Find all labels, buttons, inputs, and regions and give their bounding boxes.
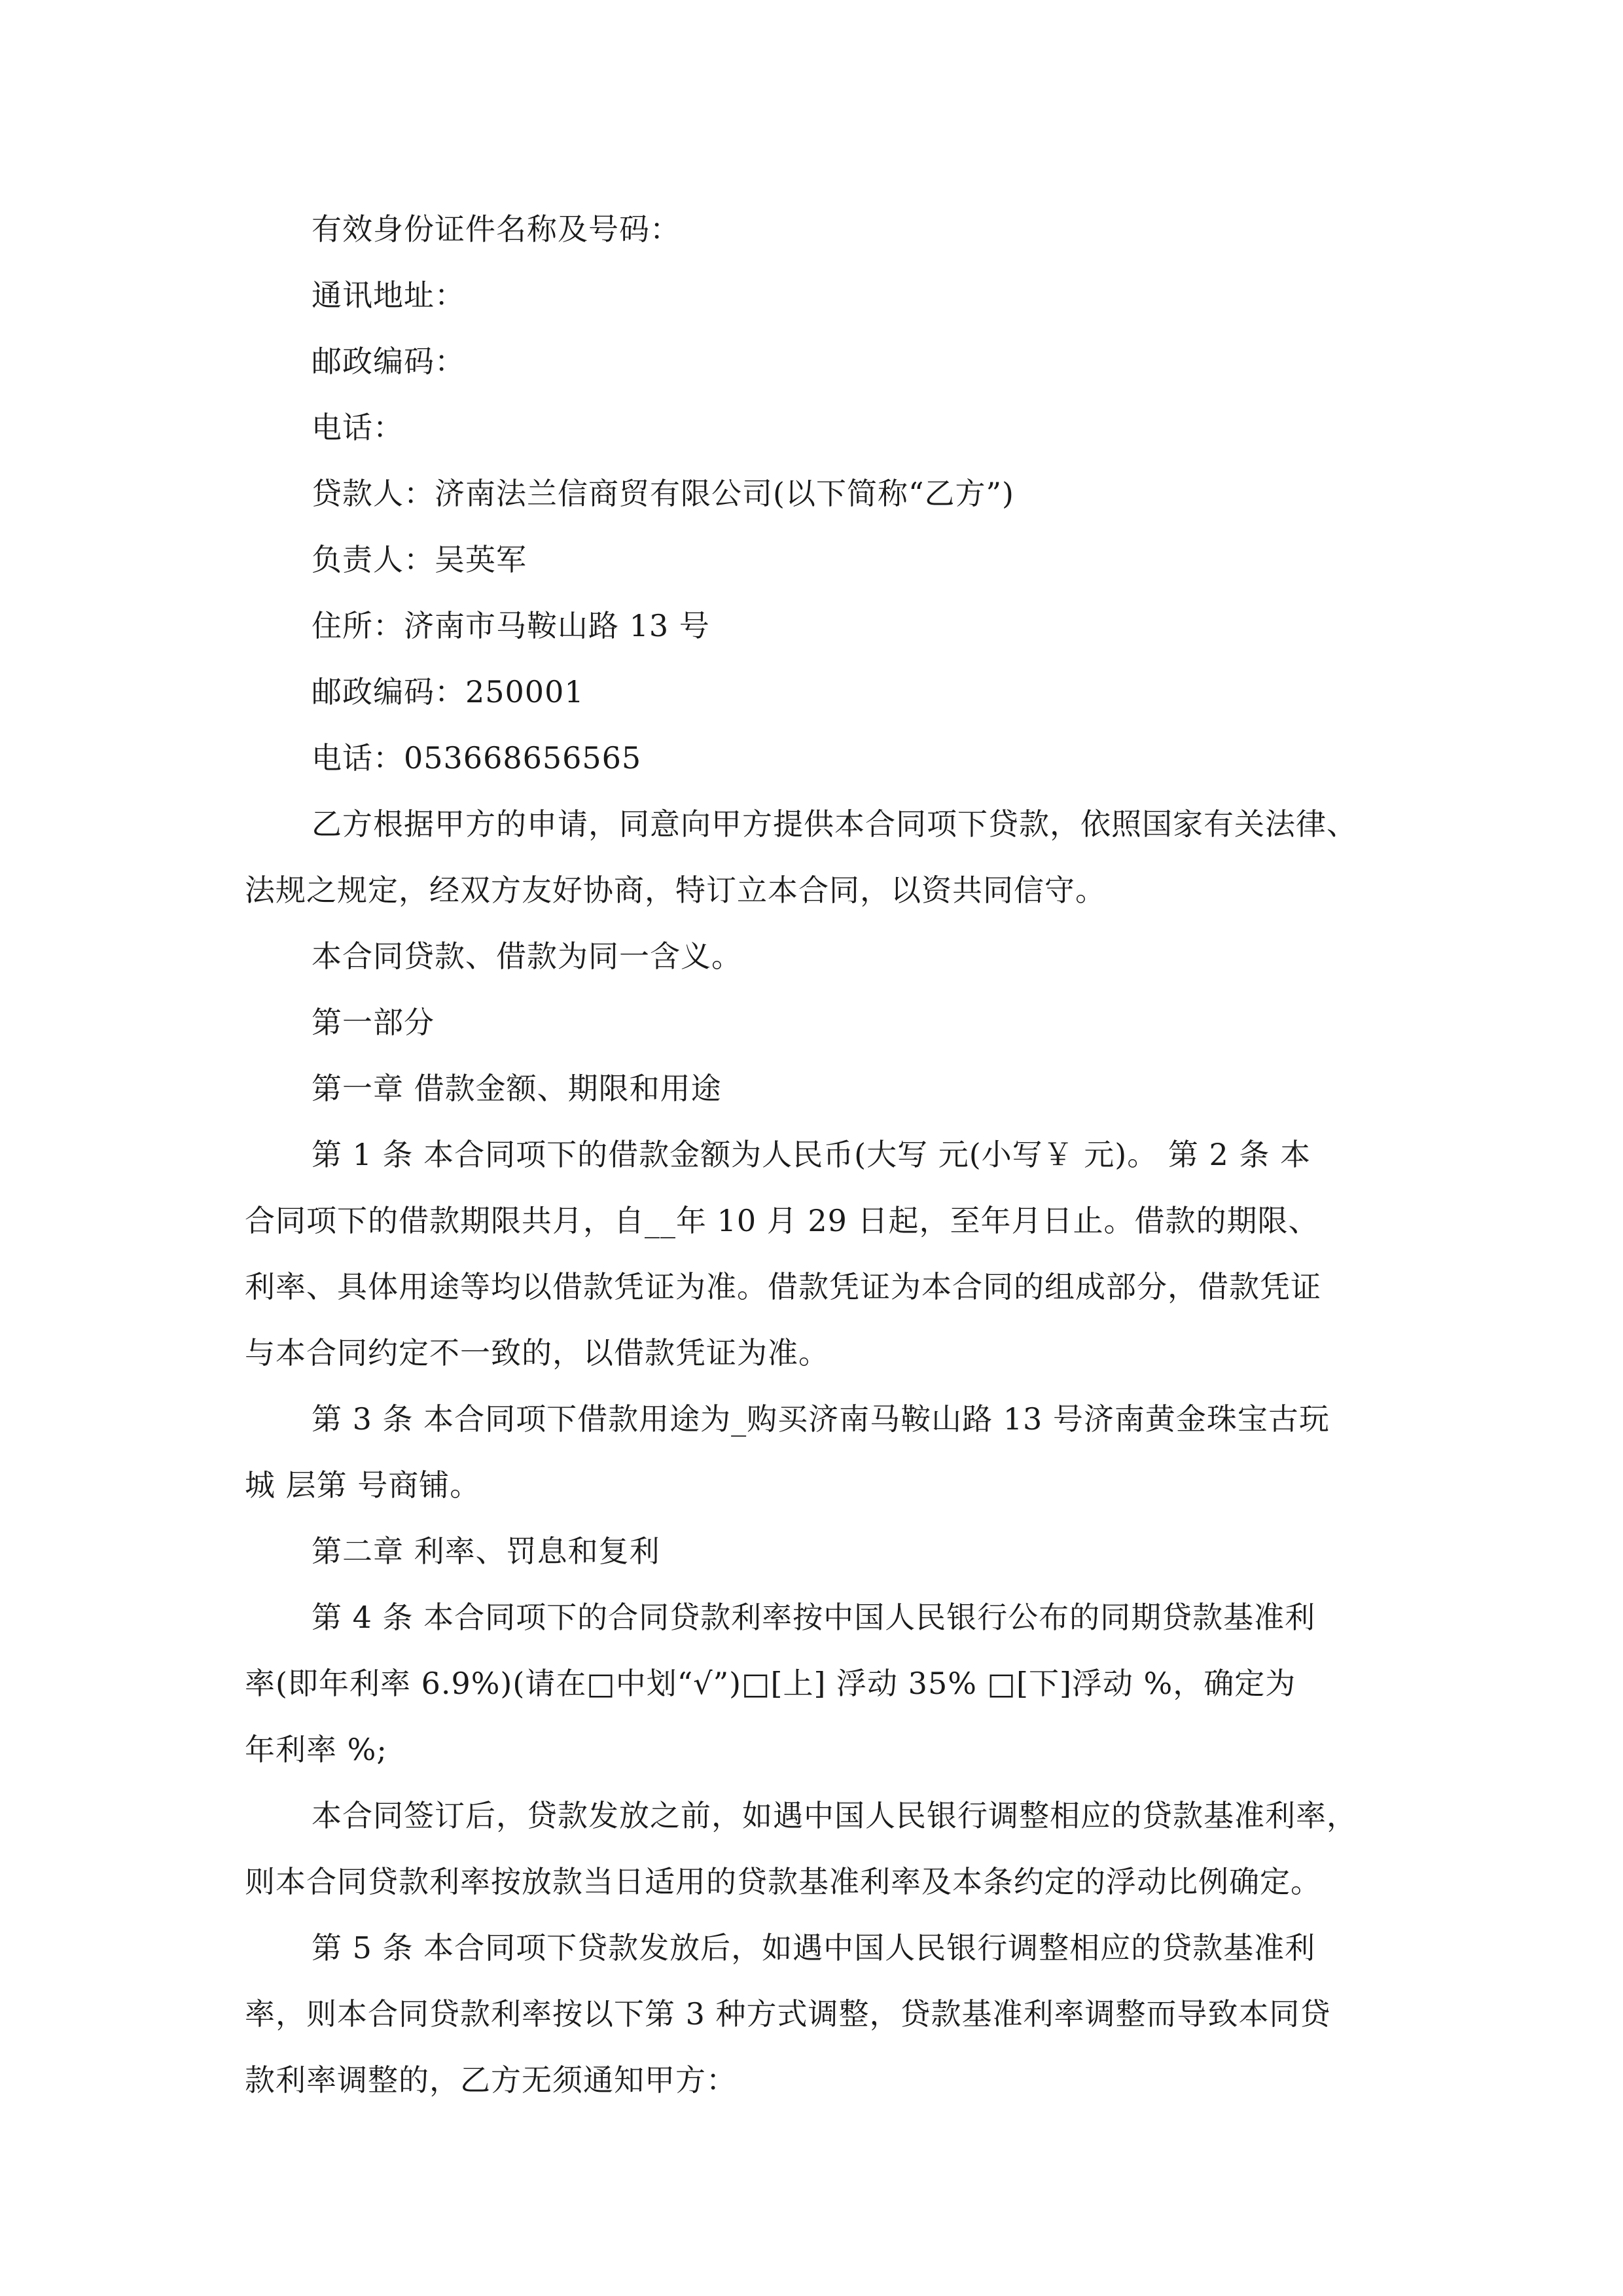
id-document-line: 有效身份证件名称及号码： — [312, 211, 681, 247]
paragraph-row: 城 层第 号商铺。 — [245, 1467, 481, 1503]
article-3-paragraph — [245, 1386, 1403, 1518]
document-body — [245, 196, 1403, 2113]
paragraph-row: 率，则本合同贷款利率按以下第 3 种方式调整，贷款基准利率调整而导致本同贷 — [245, 1996, 1331, 2032]
same-meaning-line: 本合同贷款、借款为同一含义。 — [312, 939, 742, 974]
paragraph-row: 率(即年利率 6.9%)(请在□中划“√”)□[上] 浮动 35% □[下]浮动 %，确定为 — [245, 1666, 1296, 1701]
paragraph-row: 乙方根据甲方的申请，同意向甲方提供本合同项下贷款，依照国家有关法律、 — [312, 806, 1357, 842]
paragraph-row: 法规之规定，经双方友好协商，特订立本合同，以资共同信守。 — [245, 872, 1106, 908]
lender-address-line: 住所：济南市马鞍山路 13 号 — [312, 608, 710, 643]
paragraph-row: 款利率调整的，乙方无须通知甲方： — [245, 2062, 737, 2098]
paragraph-row: 第 4 条 本合同项下的合同贷款利率按中国人民银行公布的同期贷款基准利 — [312, 1600, 1316, 1635]
paragraph-row: 第 3 条 本合同项下借款用途为_购买济南马鞍山路 13 号济南黄金珠宝古玩 — [312, 1401, 1330, 1437]
responsible-person-line: 负责人：吴英军 — [312, 542, 527, 577]
lender-postal-code-line: 邮政编码：250001 — [312, 674, 584, 709]
phone-line: 电话： — [312, 410, 404, 445]
paragraph-row: 合同项下的借款期限共月，自__年 10 月 29 日起，至年月日止。借款的期限、 — [245, 1203, 1319, 1238]
signed-adjustment-paragraph — [245, 1783, 1403, 1915]
part-heading: 第一部分 — [312, 1005, 435, 1040]
agreement-paragraph — [245, 791, 1403, 924]
paragraph-row: 则本合同贷款利率按放款当日适用的贷款基准利率及本条约定的浮动比例确定。 — [245, 1864, 1321, 1899]
paragraph-row: 第 1 条 本合同项下的借款金额为人民币(大写 元(小写￥ 元)。 第 2 条 本 — [312, 1137, 1311, 1172]
postal-code-line: 邮政编码： — [312, 344, 465, 379]
paragraph-row: 与本合同约定不一致的，以借款凭证为准。 — [245, 1335, 829, 1371]
paragraph-row: 年利率 %; — [245, 1732, 387, 1767]
chapter-two-heading: 第二章 利率、罚息和复利 — [312, 1534, 660, 1569]
chapter-one-heading: 第一章 借款金额、期限和用途 — [312, 1071, 722, 1106]
lender-phone-line: 电话：053668656565 — [312, 740, 642, 776]
lender-line: 贷款人：济南法兰信商贸有限公司(以下简称“乙方”) — [312, 476, 1014, 511]
paragraph-row: 利率、具体用途等均以借款凭证为准。借款凭证为本合同的组成部分，借款凭证 — [245, 1269, 1321, 1304]
paragraph-row: 本合同签订后，贷款发放之前，如遇中国人民银行调整相应的贷款基准利率， — [312, 1798, 1357, 1833]
address-line: 通讯地址： — [312, 278, 465, 313]
article-5-paragraph — [245, 1915, 1403, 2113]
article-4-paragraph — [245, 1585, 1403, 1783]
paragraph-row: 第 5 条 本合同项下贷款发放后，如遇中国人民银行调整相应的贷款基准利 — [312, 1930, 1316, 1965]
article-1-2-paragraph — [245, 1122, 1403, 1386]
